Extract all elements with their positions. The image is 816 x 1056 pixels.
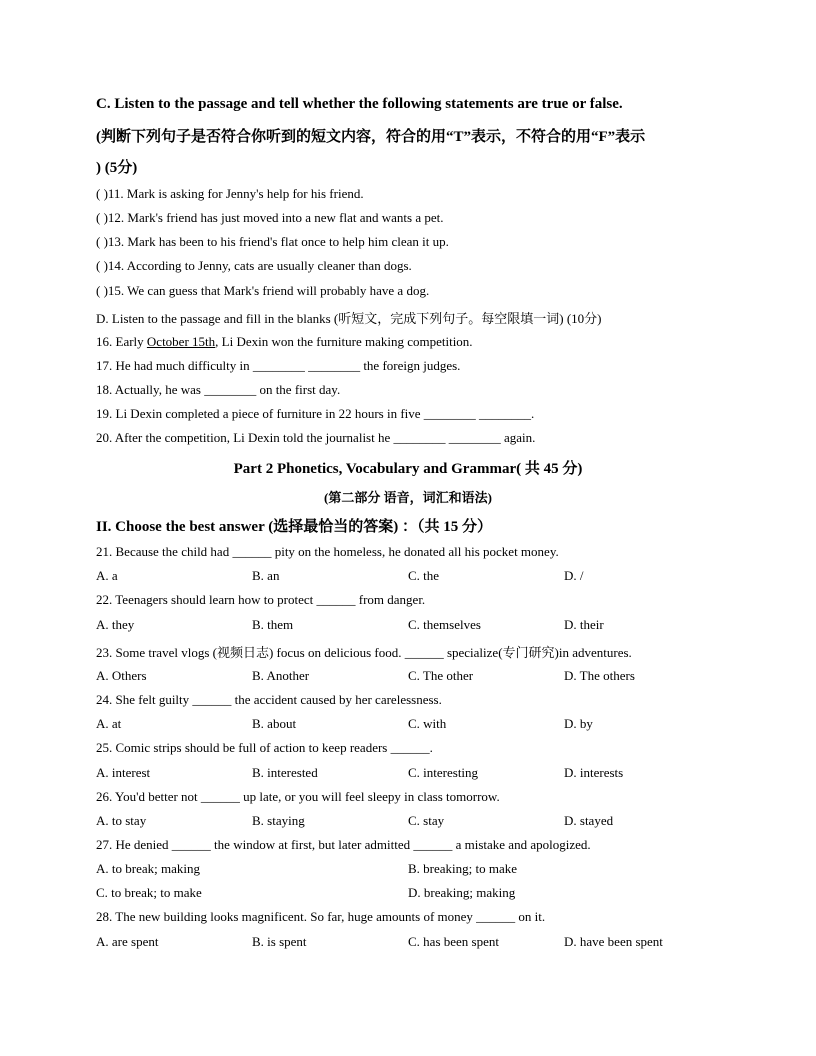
option-a: A. are spent <box>96 934 159 949</box>
fill-item-19: 19. Li Dexin completed a piece of furniture in 22 hours in five ________ ________. <box>96 406 535 421</box>
part2-subtitle: (第二部分 语音，词汇和语法) <box>324 490 492 505</box>
fill-item-17: 17. He had much difficulty in ________ ________ the foreign judges. <box>96 358 461 373</box>
question-stem-21: 21. Because the child had ______ pity on the homeless, he donated all his pocket money. <box>96 544 559 559</box>
option-a: A. at <box>96 716 122 731</box>
option-b: B. breaking; to make <box>408 861 518 876</box>
fill-item-16-underlined: October 15th <box>146 334 216 349</box>
option-d: D. by <box>564 716 593 731</box>
part2-title: Part 2 Phonetics, Vocabulary and Grammar( 共 45 分) <box>233 461 583 477</box>
question-stem-27: 27. He denied ______ the window at first, but later admitted ______ a mistake and apologized. <box>96 837 591 852</box>
option-c: C. to break; to make <box>96 885 202 900</box>
option-a: A. they <box>96 617 135 632</box>
option-d: D. / <box>564 568 584 583</box>
option-a: A. a <box>96 568 118 583</box>
section-ii-title: II. Choose the best answer (选择最恰当的答案) ：（共 15 分） <box>96 519 492 535</box>
section-c-score: ) (5分) <box>96 160 138 176</box>
option-c: C. The other <box>408 668 474 683</box>
question-stem-22: 22. Teenagers should learn how to protect ______ from danger. <box>96 592 426 607</box>
question-stem-28: 28. The new building looks magnificent. So far, huge amounts of money ______ on it. <box>96 909 546 924</box>
option-c: C. with <box>408 716 447 731</box>
fill-item-20: 20. After the competition, Li Dexin told the journalist he ________ ________ again. <box>96 430 536 445</box>
option-c: C. interesting <box>408 765 479 780</box>
option-c: C. themselves <box>408 617 481 632</box>
option-b: B. about <box>252 716 297 731</box>
option-c: C. has been spent <box>408 934 499 949</box>
section-d-title: D. Listen to the passage and fill in the blanks (听短文，完成下列句子。每空限填一词) (10分) <box>96 311 602 326</box>
option-c: C. the <box>408 568 440 583</box>
option-b: B. them <box>252 617 294 632</box>
question-stem-24: 24. She felt guilty ______ the accident caused by her carelessness. <box>96 692 442 707</box>
fill-item-18: 18. Actually, he was ________ on the first day. <box>96 382 341 397</box>
option-d: D. stayed <box>564 813 614 828</box>
option-d: D. breaking; making <box>408 885 516 900</box>
tf-item-11: ( )11. Mark is asking for Jenny's help for his friend. <box>96 186 364 201</box>
fill-item-16 <box>96 334 473 350</box>
option-a: A. Others <box>96 668 147 683</box>
option-c: C. stay <box>408 813 445 828</box>
fill-item-16-pre: 16. Early <box>96 334 147 349</box>
option-d: D. interests <box>564 765 624 780</box>
question-stem-23: 23. Some travel vlogs (视频日志) focus on delicious food. ______ specialize(专门研究)in adventures. <box>96 645 632 660</box>
option-b: B. staying <box>252 813 305 828</box>
option-a: A. to stay <box>96 813 147 828</box>
tf-item-13: ( )13. Mark has been to his friend's flat once to help him clean it up. <box>96 234 449 249</box>
option-a: A. to break; making <box>96 861 200 876</box>
tf-item-14: ( )14. According to Jenny, cats are usually cleaner than dogs. <box>96 258 412 273</box>
tf-item-15: ( )15. We can guess that Mark's friend will probably have a dog. <box>96 283 430 298</box>
option-b: B. an <box>252 568 280 583</box>
section-c-instruction: (判断下列句子是否符合你听到的短文内容，符合的用“T”表示，不符合的用“F”表示 <box>96 129 646 145</box>
option-d: D. have been spent <box>564 934 663 949</box>
option-a: A. interest <box>96 765 151 780</box>
option-d: D. The others <box>564 668 635 683</box>
option-b: B. interested <box>252 765 318 780</box>
question-stem-25: 25. Comic strips should be full of action to keep readers ______. <box>96 740 433 755</box>
option-b: B. Another <box>252 668 310 683</box>
question-stem-26: 26. You'd better not ______ up late, or you will feel sleepy in class tomorrow. <box>96 789 500 804</box>
tf-item-12: ( )12. Mark's friend has just moved into a new flat and wants a pet. <box>96 210 444 225</box>
fill-item-16-post: , Li Dexin won the furniture making competition. <box>215 334 473 349</box>
section-c-title: C. Listen to the passage and tell whether the following statements are true or false. <box>96 96 623 112</box>
option-d: D. their <box>564 617 604 632</box>
option-b: B. is spent <box>252 934 307 949</box>
